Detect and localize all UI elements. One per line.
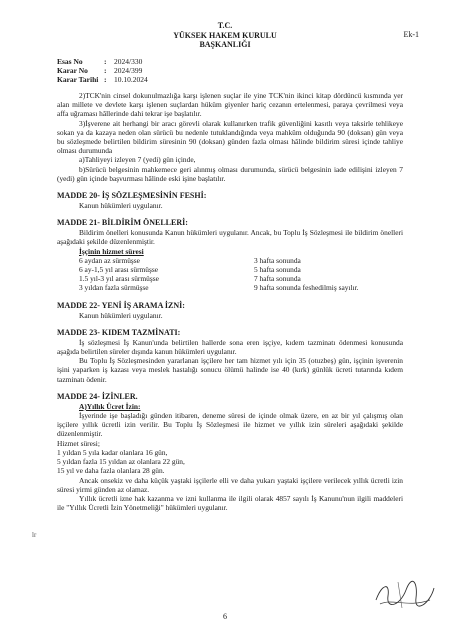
header-institution: YÜKSEK HAKEM KURULU bbox=[173, 30, 277, 40]
notice-period: 3 hafta sonunda bbox=[254, 255, 301, 265]
document-body bbox=[57, 91, 403, 512]
leave-list-item: 15 yıl ve daha fazla olanlara 28 gün. bbox=[57, 466, 165, 476]
case-info bbox=[57, 57, 148, 84]
notice-service-period: 6 aydan az sürmüşse bbox=[79, 255, 140, 265]
intro-paragraph-2: 3)İşverene ait herhangi bir aracı görevli olarak kullanırken trafik güvenliğini kasıtlı veya taksirle tehlikeye sokan ya da kazaya neden olan sürücü bu nedenle tutuklandığında veya mahkûm olduğunda 90 (doksan) gün veya bu sözleşmede belirtilen bildirim süresinin 90 (doksan) günden fazla olması hâlinde bildirim süresi içinde tahliye olması durumunda bbox=[57, 118, 403, 156]
leave-list-title: Hizmet süresi; bbox=[57, 438, 100, 448]
article-23-paragraph-1: İş sözleşmesi İş Kanun'unda belirtilen hallerde sona eren işçiye, kıdem tazminatı ödenmesi konusunda aşağıda belirtilen süreler dışında kanun hükümleri uygulanır. bbox=[57, 337, 403, 357]
margin-mark: lr bbox=[32, 531, 37, 539]
signature-icon bbox=[372, 578, 436, 610]
article-22-title: MADDE 22- YENİ İŞ ARAMA İZNİ: bbox=[57, 300, 185, 310]
annex-label: Ek-1 bbox=[403, 30, 419, 39]
case-info-label: Karar Tarihi bbox=[57, 75, 99, 84]
case-info-value: 2024/399 bbox=[114, 66, 143, 75]
header-tc: T.C. bbox=[217, 21, 233, 30]
notice-period: 9 hafta sonunda feshedilmiş sayılır. bbox=[254, 283, 359, 293]
document-header bbox=[0, 21, 450, 50]
intro-item-a: a)Tahliyeyi izleyen 7 (yedi) gün içinde, bbox=[79, 155, 196, 165]
case-info-separator: : bbox=[104, 75, 107, 84]
notice-row bbox=[79, 283, 403, 292]
article-23-title: MADDE 23- KIDEM TAZMİNATI: bbox=[57, 327, 181, 337]
article-24-paragraph-3: Yıllık ücretli izne hak kazanma ve izni kullanma ile ilgili olarak 4857 sayılı İş Kanunu'nun ilgili maddeleri ile "Yıllık Ücretli İzin Yönetmeliği" hükümleri uygulanır. bbox=[57, 493, 403, 513]
header-department: BAŞKANLIĞI bbox=[199, 40, 251, 49]
article-22-text: Kanun hükümleri uygulanır. bbox=[79, 310, 163, 320]
case-info-separator: : bbox=[104, 66, 107, 75]
case-info-row bbox=[57, 75, 148, 84]
notice-row bbox=[79, 274, 403, 283]
article-21-text: Bildirim önelleri konusunda Kanun hükümleri uygulanır. Ancak, bu Toplu İş Sözleşmesi ile bildirim önelleri aşağıdaki şekilde düzenlenmiştir. bbox=[57, 228, 403, 247]
notice-row bbox=[79, 265, 403, 274]
article-21-subtitle: İşçinin hizmet süresi bbox=[79, 246, 144, 256]
leave-list-item: 1 yıldan 5 yıla kadar olanlara 16 gün, bbox=[57, 447, 168, 457]
case-info-separator: : bbox=[104, 57, 107, 66]
notice-service-period: 6 ay-1,5 yıl arası sürmüşse bbox=[79, 265, 159, 275]
article-24-title: MADDE 24- İZİNLER. bbox=[57, 391, 138, 401]
notice-service-period: 3 yıldan fazla sürmüşse bbox=[79, 283, 149, 293]
intro-paragraph-1: 2)TCK'nin cinsel dokunulmazlığa karşı işlenen suçlar ile yine TCK'nin ikinci kitap dördüncü kısmında yer alan millete ve devlete karşı işlenen suçlardan hüküm giyenler hariç cezanın ertelenmesi, paraya çevrilmesi veya affa uğraması hâllerinde dahi tekrar işe başlatılır. bbox=[57, 91, 403, 119]
case-info-row bbox=[57, 57, 148, 66]
notice-row bbox=[79, 256, 403, 265]
article-20-title: MADDE 20- İŞ SÖZLEŞMESİNİN FESHİ: bbox=[57, 191, 207, 201]
leave-list-item: 5 yıldan fazla 15 yıldan az olanlara 22 gün, bbox=[57, 457, 185, 467]
intro-item-b: b)Sürücü belgesinin mahkemece geri alınmış olması durumunda, sürücü belgesinin iade edilişini izleyen 7 (yedi) gün içinde başvurması hâlinde eski işine başlatılır. bbox=[57, 164, 403, 183]
case-info-value: 10.10.2024 bbox=[114, 75, 148, 84]
case-info-label: Karar No bbox=[57, 66, 88, 75]
article-23-paragraph-2: Bu Toplu İş Sözleşmesinden yararlanan işçilere her tam hizmet yılı için 35 (otuzbeş) gün, işçinin işverenin işini yaparken iş kazası veya meslek hastalığı sonucu ölümü halinde ise 40 (kırk) günlük ücreti tutarında kıdem tazminatı ödenir. bbox=[57, 356, 403, 384]
article-24-subtitle: A)Yıllık Ücret İzin: bbox=[79, 401, 141, 411]
notice-period: 5 hafta sonunda bbox=[254, 265, 301, 275]
notice-period: 7 hafta sonunda bbox=[254, 274, 301, 284]
article-24-paragraph-2: Ancak onsekiz ve daha küçük yaştaki işçilerle elli ve daha yukarı yaştaki işçilere verilecek yıllık ücretli izin süresi yirmi günden az olamaz. bbox=[57, 475, 403, 494]
case-info-label: Esas No bbox=[57, 57, 83, 66]
case-info-value: 2024/330 bbox=[114, 57, 143, 66]
article-21-title: MADDE 21- BİLDİRİM ÖNELLERİ: bbox=[57, 218, 188, 228]
case-info-row bbox=[57, 66, 148, 75]
article-20-text: Kanun hükümleri uygulanır. bbox=[79, 201, 163, 211]
article-24-paragraph-1: İşyerinde işe başladığı günden itibaren, deneme süresi de içinde olmak üzere, en az bir yıl çalışmış olan işçilere yıllık ücretli izin verilir. Bu Toplu İş Sözleşmesi ile hizmet ve yıllık izin süreleri aşağıdaki şekilde düzenlenmiştir. bbox=[57, 411, 403, 439]
page-number: 6 bbox=[223, 612, 227, 621]
notice-service-period: 1.5 yıl-3 yıl arası sürmüşse bbox=[79, 274, 159, 284]
